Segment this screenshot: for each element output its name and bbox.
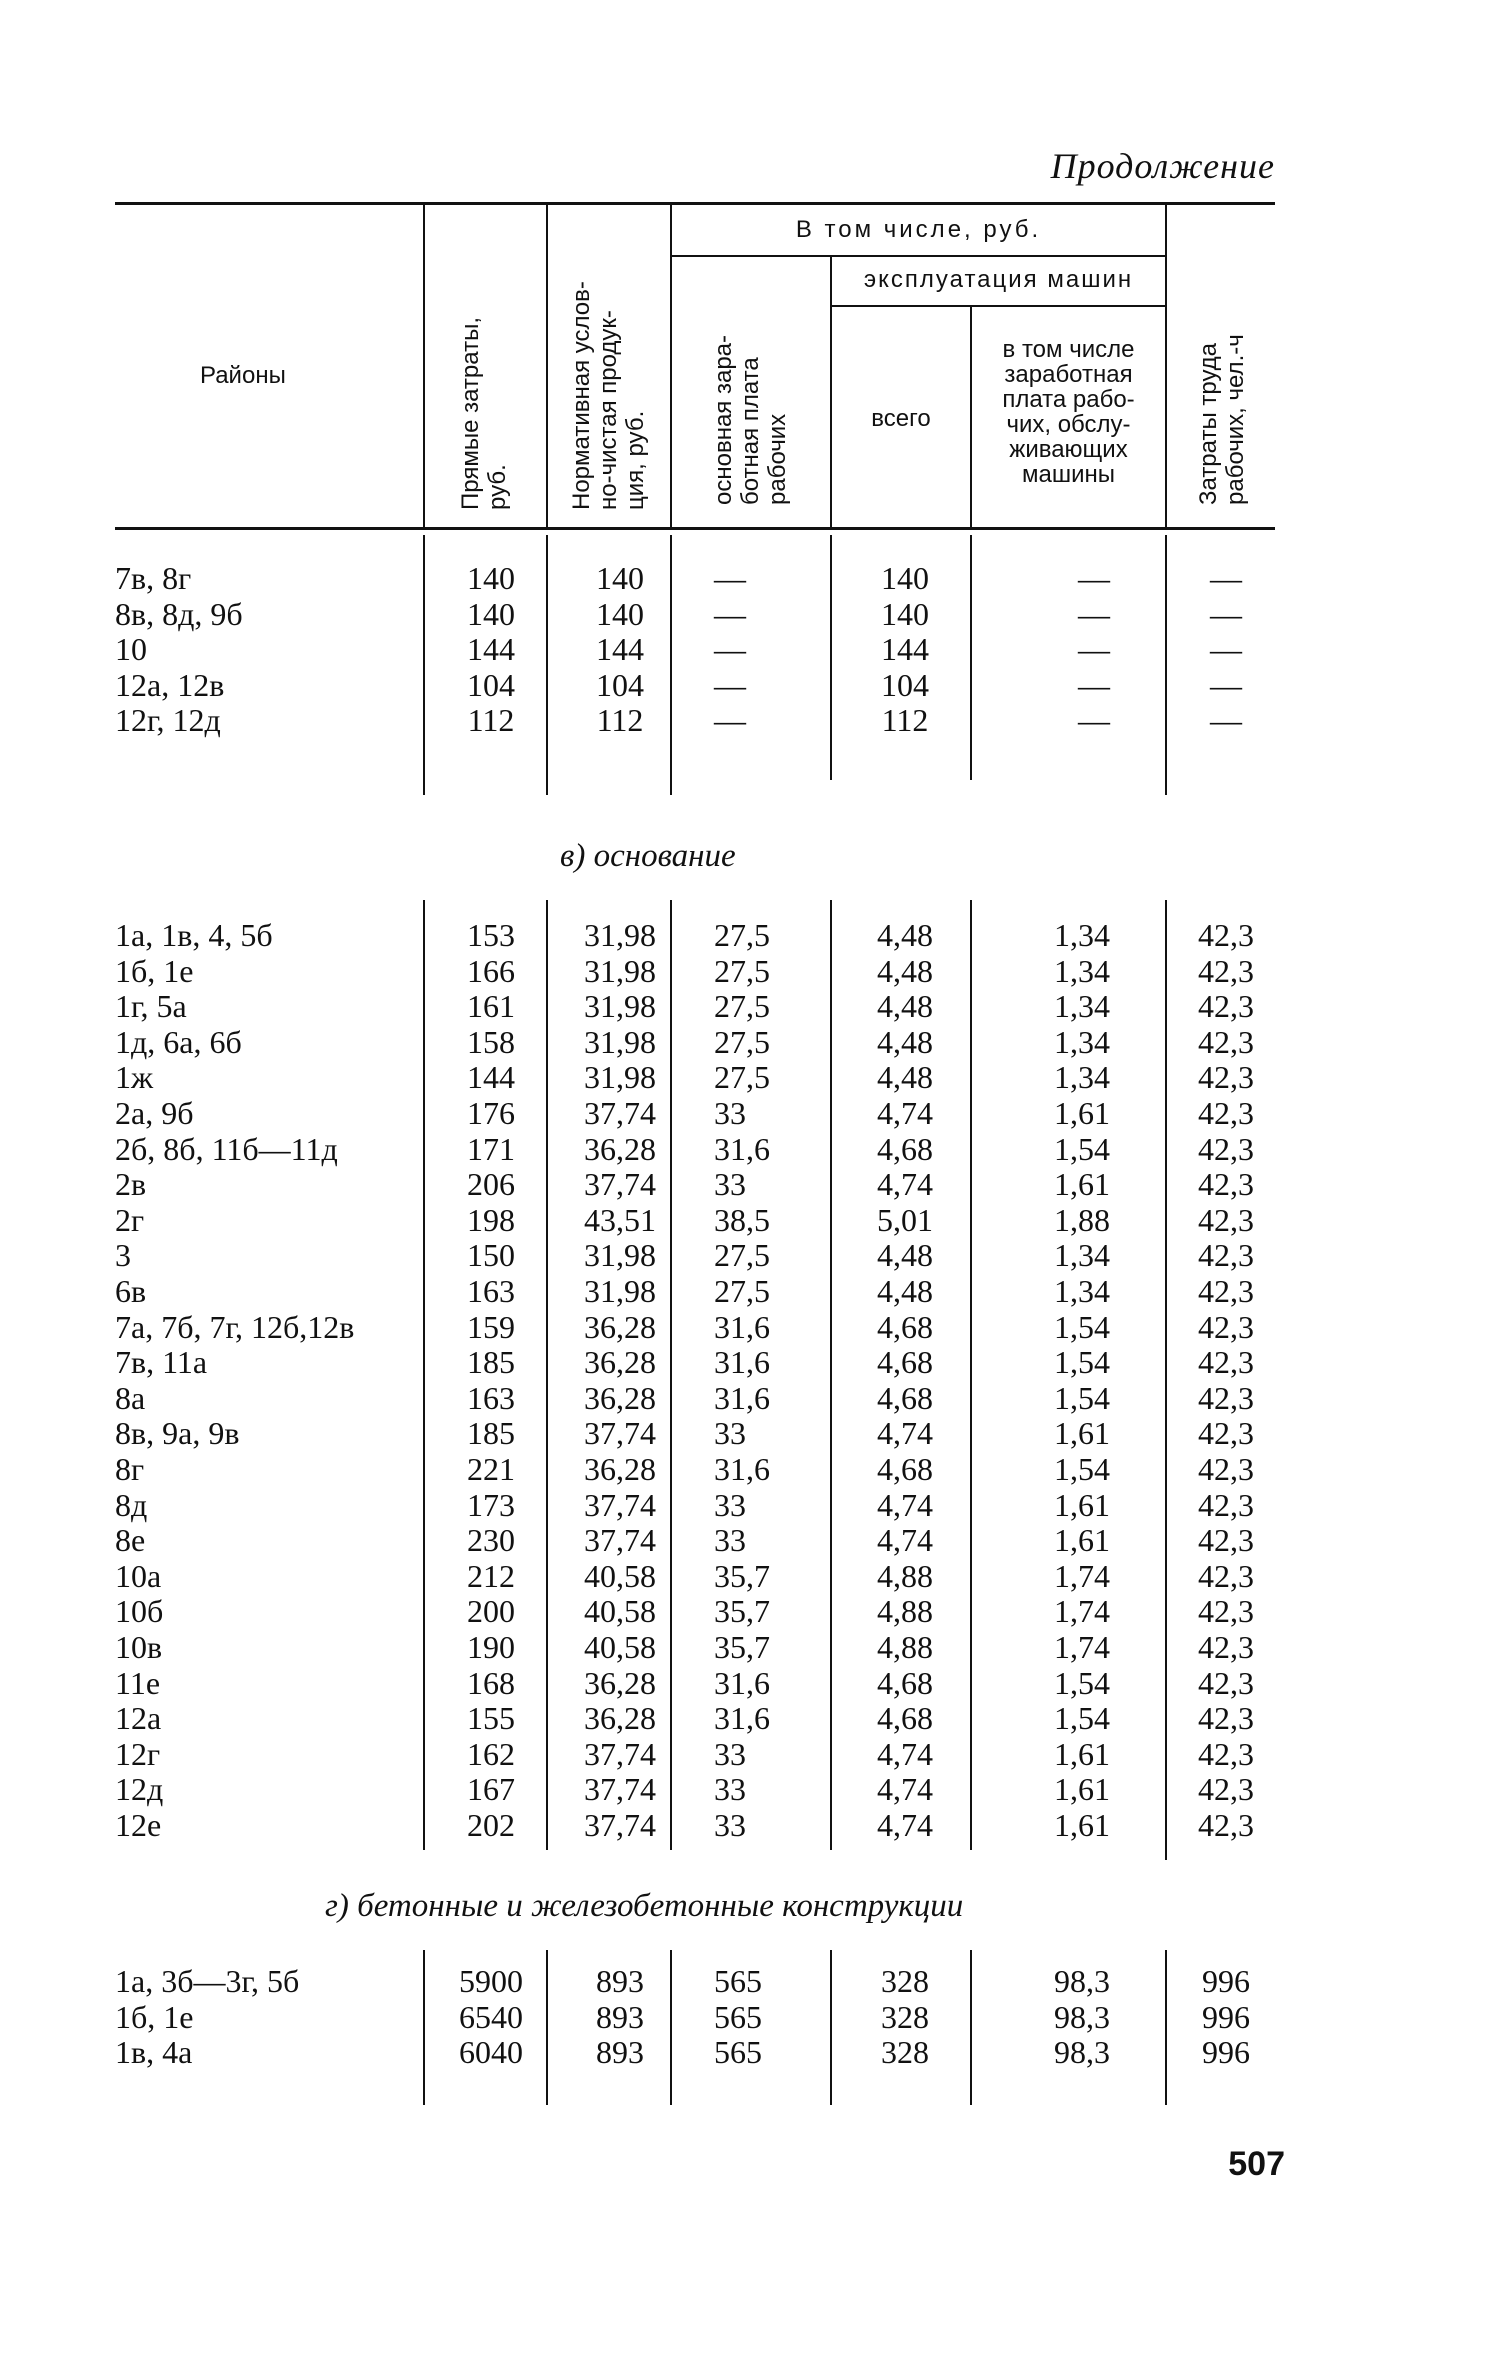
region-cell: 2а, 9б (115, 1095, 194, 1131)
normative-output-cell: 112 (596, 702, 644, 739)
normative-output-cell: 40,58 (584, 1557, 656, 1594)
header-sep-2 (546, 205, 548, 527)
direct-costs-cell: 140 (467, 560, 515, 596)
direct-costs-cell: 185 (467, 1344, 515, 1381)
table-row (0, 631, 1497, 667)
direct-costs-cell: 206 (467, 1166, 515, 1203)
table-row (0, 1273, 1497, 1309)
header-including: В том числе, руб. (795, 216, 1042, 243)
table-row (0, 1451, 1497, 1487)
header-sep-1 (423, 205, 425, 527)
base-wage-cell: 27,5 (714, 988, 770, 1025)
direct-costs-cell: 144 (467, 631, 515, 668)
region-cell: 12а, 12в (115, 666, 225, 703)
base-wage-cell: 35,7 (714, 1593, 770, 1630)
table-row (0, 667, 1497, 703)
machine-wage-cell: 1,54 (1054, 1379, 1110, 1416)
machine-total-cell: 4,68 (877, 1130, 933, 1167)
direct-costs-cell: 198 (467, 1201, 515, 1238)
direct-costs-cell: 150 (467, 1237, 515, 1274)
section-title-concrete: г) бетонные и железобетонные конструкции (325, 1888, 964, 1924)
normative-output-cell: 37,74 (584, 1166, 656, 1203)
normative-output-cell: 31,98 (584, 1023, 656, 1060)
machine-total-cell: 4,74 (877, 1771, 933, 1808)
table-row (0, 596, 1497, 632)
direct-costs-cell: 163 (467, 1273, 515, 1309)
labor-costs-cell: 996 (1202, 1963, 1250, 1999)
labor-costs-cell: 42,3 (1198, 1807, 1254, 1843)
machine-total-cell: 4,74 (877, 1415, 933, 1452)
machine-wage-cell: 1,54 (1054, 1344, 1110, 1381)
labor-costs-cell: 42,3 (1198, 1023, 1254, 1060)
machine-total-cell: 112 (881, 702, 929, 739)
header-machine-wage: в том числе заработная плата рабо- чих, обслу- живающих машины (1002, 336, 1135, 488)
machine-wage-cell: 1,61 (1054, 1095, 1110, 1131)
machine-wage-cell: 1,34 (1054, 917, 1110, 953)
normative-output-cell: 31,98 (584, 952, 656, 989)
table-row (0, 1665, 1497, 1701)
labor-costs-cell: — (1210, 631, 1242, 668)
machine-wage-cell: 1,61 (1054, 1807, 1110, 1843)
labor-costs-cell: 42,3 (1198, 1700, 1254, 1737)
labor-costs-cell: 42,3 (1198, 1415, 1254, 1452)
machine-total-cell: 4,68 (877, 1700, 933, 1737)
labor-costs-cell: 42,3 (1198, 1308, 1254, 1345)
labor-costs-cell: 42,3 (1198, 1771, 1254, 1808)
normative-output-cell: 37,74 (584, 1095, 656, 1131)
header-sep-4 (830, 257, 832, 527)
normative-output-cell: 140 (596, 560, 644, 596)
direct-costs-cell: 167 (467, 1771, 515, 1808)
normative-output-cell: 144 (596, 631, 644, 668)
machine-total-cell: 4,74 (877, 1522, 933, 1559)
direct-costs-cell: 166 (467, 952, 515, 989)
table-row (0, 560, 1497, 596)
region-cell: 10а (115, 1557, 162, 1594)
machine-wage-cell: — (1078, 631, 1110, 668)
table-row (0, 1309, 1497, 1345)
table-row (0, 1593, 1497, 1629)
machine-total-cell: 4,68 (877, 1451, 933, 1487)
direct-costs-cell: 6040 (459, 2034, 523, 2071)
continuation-label: Продолжение (1050, 146, 1275, 186)
page-number: 507 (1228, 2145, 1285, 2183)
table-row (0, 1999, 1497, 2035)
machine-total-cell: 4,48 (877, 952, 933, 989)
base-wage-cell: — (714, 702, 746, 739)
machine-wage-cell: 1,34 (1054, 1023, 1110, 1060)
base-wage-cell: 565 (714, 1998, 762, 2035)
machine-total-cell: 4,88 (877, 1557, 933, 1594)
region-cell: 10в (115, 1629, 163, 1665)
machine-total-cell: 4,48 (877, 988, 933, 1025)
machine-wage-cell: 98,3 (1054, 1963, 1110, 1999)
header-normative-output: Нормативная услов- но-чистая продук- ция, руб. (568, 281, 649, 510)
base-wage-cell: 33 (714, 1486, 746, 1523)
machine-wage-cell: 1,61 (1054, 1735, 1110, 1772)
table-row (0, 2034, 1497, 2070)
machine-total-cell: 4,48 (877, 1237, 933, 1274)
section-title-base: в) основание (560, 838, 736, 874)
base-wage-cell: 31,6 (714, 1664, 770, 1701)
region-cell: 1а, 3б—3г, 5б (115, 1963, 300, 1999)
normative-output-cell: 36,28 (584, 1130, 656, 1167)
machine-total-cell: 328 (881, 1998, 929, 2035)
base-wage-cell: 31,6 (714, 1308, 770, 1345)
base-wage-cell: 31,6 (714, 1130, 770, 1167)
machine-total-cell: 4,74 (877, 1486, 933, 1523)
region-cell: 12г, 12д (115, 702, 221, 739)
machine-total-cell: 4,74 (877, 1735, 933, 1772)
machine-total-cell: 4,48 (877, 1059, 933, 1096)
table-row (0, 1344, 1497, 1380)
labor-costs-cell: 42,3 (1198, 1557, 1254, 1594)
header-regions: Районы (200, 362, 286, 389)
normative-output-cell: 36,28 (584, 1308, 656, 1345)
machine-wage-cell: 1,34 (1054, 988, 1110, 1025)
base-wage-cell: 33 (714, 1166, 746, 1203)
region-cell: 10 (115, 631, 147, 668)
direct-costs-cell: 155 (467, 1700, 515, 1737)
normative-output-cell: 37,74 (584, 1415, 656, 1452)
base-wage-cell: 33 (714, 1807, 746, 1843)
direct-costs-cell: 153 (467, 917, 515, 953)
normative-output-cell: 31,98 (584, 917, 656, 953)
labor-costs-cell: 42,3 (1198, 1486, 1254, 1523)
labor-costs-cell: 42,3 (1198, 1593, 1254, 1630)
direct-costs-cell: 161 (467, 988, 515, 1025)
table-top-rule (115, 202, 1275, 205)
machine-rule (830, 305, 1165, 307)
region-cell: 12д (115, 1771, 164, 1808)
region-cell: 1д, 6а, 6б (115, 1023, 242, 1060)
labor-costs-cell: — (1210, 666, 1242, 703)
machine-total-cell: 4,68 (877, 1308, 933, 1345)
machine-total-cell: 4,48 (877, 917, 933, 953)
direct-costs-cell: 202 (467, 1807, 515, 1843)
base-wage-cell: 27,5 (714, 1023, 770, 1060)
machine-wage-cell: 1,74 (1054, 1557, 1110, 1594)
machine-wage-cell: 1,54 (1054, 1130, 1110, 1167)
direct-costs-cell: 144 (467, 1059, 515, 1096)
region-cell: 8г (115, 1451, 145, 1487)
region-cell: 3 (115, 1237, 131, 1274)
direct-costs-cell: 190 (467, 1629, 515, 1665)
labor-costs-cell: 42,3 (1198, 952, 1254, 989)
labor-costs-cell: 42,3 (1198, 1379, 1254, 1416)
direct-costs-cell: 163 (467, 1379, 515, 1416)
table-row (0, 1202, 1497, 1238)
machine-total-cell: 104 (881, 666, 929, 703)
machine-total-cell: 328 (881, 2034, 929, 2071)
machine-wage-cell: 1,61 (1054, 1486, 1110, 1523)
header-bottom-rule (115, 527, 1275, 530)
header-labor-costs: Затраты труда рабочих, чел.-ч (1195, 334, 1249, 505)
base-wage-cell: 35,7 (714, 1629, 770, 1665)
region-cell: 8д (115, 1486, 148, 1523)
direct-costs-cell: 173 (467, 1486, 515, 1523)
machine-wage-cell: 1,34 (1054, 952, 1110, 989)
machine-total-cell: 4,88 (877, 1593, 933, 1630)
direct-costs-cell: 6540 (459, 1998, 523, 2035)
region-cell: 1в, 4а (115, 2034, 193, 2071)
direct-costs-cell: 200 (467, 1593, 515, 1630)
machine-wage-cell: 1,34 (1054, 1237, 1110, 1274)
labor-costs-cell: 42,3 (1198, 1664, 1254, 1701)
region-cell: 7в, 8г (115, 560, 192, 596)
base-wage-cell: 27,5 (714, 1059, 770, 1096)
normative-output-cell: 37,74 (584, 1522, 656, 1559)
region-cell: 1ж (115, 1059, 154, 1096)
normative-output-cell: 31,98 (584, 988, 656, 1025)
direct-costs-cell: 171 (467, 1130, 515, 1167)
region-cell: 8а (115, 1379, 146, 1416)
normative-output-cell: 37,74 (584, 1771, 656, 1808)
labor-costs-cell: 42,3 (1198, 1735, 1254, 1772)
region-cell: 1а, 1в, 4, 5б (115, 917, 273, 953)
base-wage-cell: 31,6 (714, 1451, 770, 1487)
header-direct-costs: Прямые затраты, руб. (457, 317, 511, 510)
labor-costs-cell: 996 (1202, 2034, 1250, 2071)
base-wage-cell: 31,6 (714, 1379, 770, 1416)
region-cell: 12г (115, 1735, 161, 1772)
machine-wage-cell: 1,61 (1054, 1771, 1110, 1808)
base-wage-cell: — (714, 560, 746, 596)
machine-total-cell: 4,48 (877, 1273, 933, 1309)
table-row (0, 1963, 1497, 1999)
table-row (0, 1095, 1497, 1131)
table-row (0, 1522, 1497, 1558)
machine-wage-cell: 98,3 (1054, 1998, 1110, 2035)
base-wage-cell: — (714, 631, 746, 668)
normative-output-cell: 43,51 (584, 1201, 656, 1238)
region-cell: 11е (115, 1664, 161, 1701)
machine-wage-cell: — (1078, 702, 1110, 739)
table-row (0, 1487, 1497, 1523)
header-sep-6 (1165, 205, 1167, 527)
normative-output-cell: 36,28 (584, 1664, 656, 1701)
labor-costs-cell: 42,3 (1198, 1130, 1254, 1167)
machine-wage-cell: — (1078, 560, 1110, 596)
machine-total-cell: 4,74 (877, 1807, 933, 1843)
machine-wage-cell: 1,54 (1054, 1664, 1110, 1701)
machine-wage-cell: 1,34 (1054, 1273, 1110, 1309)
base-wage-cell: 33 (714, 1095, 746, 1131)
machine-wage-cell: — (1078, 595, 1110, 632)
labor-costs-cell: 996 (1202, 1998, 1250, 2035)
region-cell: 12а (115, 1700, 162, 1737)
labor-costs-cell: — (1210, 702, 1242, 739)
labor-costs-cell: 42,3 (1198, 1273, 1254, 1309)
normative-output-cell: 40,58 (584, 1593, 656, 1630)
region-cell: 7а, 7б, 7г, 12б,12в (115, 1308, 355, 1345)
region-cell: 10б (115, 1593, 164, 1630)
table-row (0, 1415, 1497, 1451)
table-row (0, 1558, 1497, 1594)
normative-output-cell: 37,74 (584, 1735, 656, 1772)
base-wage-cell: 31,6 (714, 1700, 770, 1737)
direct-costs-cell: 112 (467, 702, 515, 739)
direct-costs-cell: 159 (467, 1308, 515, 1345)
table-row (0, 1131, 1497, 1167)
table-row (0, 1380, 1497, 1416)
direct-costs-cell: 104 (467, 666, 515, 703)
machine-total-cell: 4,68 (877, 1379, 933, 1416)
normative-output-cell: 37,74 (584, 1807, 656, 1843)
machine-total-cell: 328 (881, 1963, 929, 1999)
direct-costs-cell: 176 (467, 1095, 515, 1131)
machine-total-cell: 140 (881, 595, 929, 632)
labor-costs-cell: 42,3 (1198, 988, 1254, 1025)
table-row (0, 1166, 1497, 1202)
region-cell: 8в, 8д, 9б (115, 595, 243, 632)
base-wage-cell: — (714, 595, 746, 632)
direct-costs-cell: 162 (467, 1735, 515, 1772)
labor-costs-cell: 42,3 (1198, 1095, 1254, 1131)
machine-wage-cell: — (1078, 666, 1110, 703)
region-cell: 6в (115, 1273, 147, 1309)
table-row (0, 953, 1497, 989)
region-cell: 1б, 1е (115, 952, 194, 989)
direct-costs-cell: 230 (467, 1522, 515, 1559)
region-cell: 12е (115, 1807, 162, 1843)
table-row (0, 702, 1497, 738)
labor-costs-cell: 42,3 (1198, 1237, 1254, 1274)
normative-output-cell: 36,28 (584, 1700, 656, 1737)
direct-costs-cell: 5900 (459, 1963, 523, 1999)
table-row (0, 1237, 1497, 1273)
base-wage-cell: — (714, 666, 746, 703)
machine-wage-cell: 1,34 (1054, 1059, 1110, 1096)
machine-wage-cell: 1,74 (1054, 1629, 1110, 1665)
labor-costs-cell: 42,3 (1198, 1059, 1254, 1096)
normative-output-cell: 893 (596, 2034, 644, 2071)
machine-total-cell: 5,01 (877, 1201, 933, 1238)
table-row (0, 1059, 1497, 1095)
labor-costs-cell: 42,3 (1198, 1201, 1254, 1238)
machine-total-cell: 144 (881, 631, 929, 668)
header-total: всего (871, 405, 931, 432)
labor-costs-cell: 42,3 (1198, 1166, 1254, 1203)
machine-total-cell: 4,88 (877, 1629, 933, 1665)
table-row (0, 1736, 1497, 1772)
machine-total-cell: 140 (881, 560, 929, 596)
base-wage-cell: 33 (714, 1522, 746, 1559)
table-row (0, 1700, 1497, 1736)
region-cell: 8е (115, 1522, 146, 1559)
normative-output-cell: 37,74 (584, 1486, 656, 1523)
normative-output-cell: 36,28 (584, 1379, 656, 1416)
normative-output-cell: 31,98 (584, 1273, 656, 1309)
normative-output-cell: 31,98 (584, 1237, 656, 1274)
machine-wage-cell: 1,88 (1054, 1201, 1110, 1238)
direct-costs-cell: 158 (467, 1023, 515, 1060)
labor-costs-cell: — (1210, 595, 1242, 632)
machine-total-cell: 4,74 (877, 1095, 933, 1131)
direct-costs-cell: 212 (467, 1557, 515, 1594)
table-row (0, 988, 1497, 1024)
direct-costs-cell: 185 (467, 1415, 515, 1452)
direct-costs-cell: 140 (467, 595, 515, 632)
machine-wage-cell: 98,3 (1054, 2034, 1110, 2071)
region-cell: 2г (115, 1201, 145, 1238)
region-cell: 8в, 9а, 9в (115, 1415, 240, 1452)
base-wage-cell: 27,5 (714, 917, 770, 953)
base-wage-cell: 31,6 (714, 1344, 770, 1381)
region-cell: 1г, 5а (115, 988, 187, 1025)
normative-output-cell: 36,28 (584, 1451, 656, 1487)
normative-output-cell: 893 (596, 1963, 644, 1999)
base-wage-cell: 38,5 (714, 1201, 770, 1238)
labor-costs-cell: — (1210, 560, 1242, 596)
machine-total-cell: 4,68 (877, 1664, 933, 1701)
normative-output-cell: 140 (596, 595, 644, 632)
table-row (0, 1629, 1497, 1665)
base-wage-cell: 565 (714, 2034, 762, 2071)
normative-output-cell: 104 (596, 666, 644, 703)
machine-wage-cell: 1,54 (1054, 1451, 1110, 1487)
including-rule (670, 255, 1165, 257)
machine-total-cell: 4,68 (877, 1344, 933, 1381)
table-row (0, 1024, 1497, 1060)
base-wage-cell: 565 (714, 1963, 762, 1999)
header-sep-3 (670, 205, 672, 527)
base-wage-cell: 33 (714, 1771, 746, 1808)
region-cell: 1б, 1е (115, 1998, 194, 2035)
region-cell: 7в, 11а (115, 1344, 208, 1381)
header-machine-operation: эксплуатация машин (863, 266, 1134, 293)
table-row (0, 917, 1497, 953)
machine-wage-cell: 1,54 (1054, 1308, 1110, 1345)
base-wage-cell: 27,5 (714, 1273, 770, 1309)
normative-output-cell: 31,98 (584, 1059, 656, 1096)
table-row (0, 1807, 1497, 1843)
machine-wage-cell: 1,61 (1054, 1415, 1110, 1452)
machine-wage-cell: 1,61 (1054, 1522, 1110, 1559)
machine-total-cell: 4,48 (877, 1023, 933, 1060)
machine-wage-cell: 1,61 (1054, 1166, 1110, 1203)
base-wage-cell: 33 (714, 1415, 746, 1452)
labor-costs-cell: 42,3 (1198, 1451, 1254, 1487)
direct-costs-cell: 221 (467, 1451, 515, 1487)
direct-costs-cell: 168 (467, 1664, 515, 1701)
base-wage-cell: 27,5 (714, 952, 770, 989)
labor-costs-cell: 42,3 (1198, 1522, 1254, 1559)
normative-output-cell: 36,28 (584, 1344, 656, 1381)
region-cell: 2б, 8б, 11б—11д (115, 1130, 338, 1167)
region-cell: 2в (115, 1166, 147, 1203)
base-wage-cell: 27,5 (714, 1237, 770, 1274)
labor-costs-cell: 42,3 (1198, 1344, 1254, 1381)
labor-costs-cell: 42,3 (1198, 1629, 1254, 1665)
machine-wage-cell: 1,74 (1054, 1593, 1110, 1630)
base-wage-cell: 35,7 (714, 1557, 770, 1594)
header-base-wage: основная зара- ботная плата рабочих (710, 334, 791, 505)
table-row (0, 1771, 1497, 1807)
labor-costs-cell: 42,3 (1198, 917, 1254, 953)
machine-wage-cell: 1,54 (1054, 1700, 1110, 1737)
normative-output-cell: 40,58 (584, 1629, 656, 1665)
normative-output-cell: 893 (596, 1998, 644, 2035)
base-wage-cell: 33 (714, 1735, 746, 1772)
machine-total-cell: 4,74 (877, 1166, 933, 1203)
